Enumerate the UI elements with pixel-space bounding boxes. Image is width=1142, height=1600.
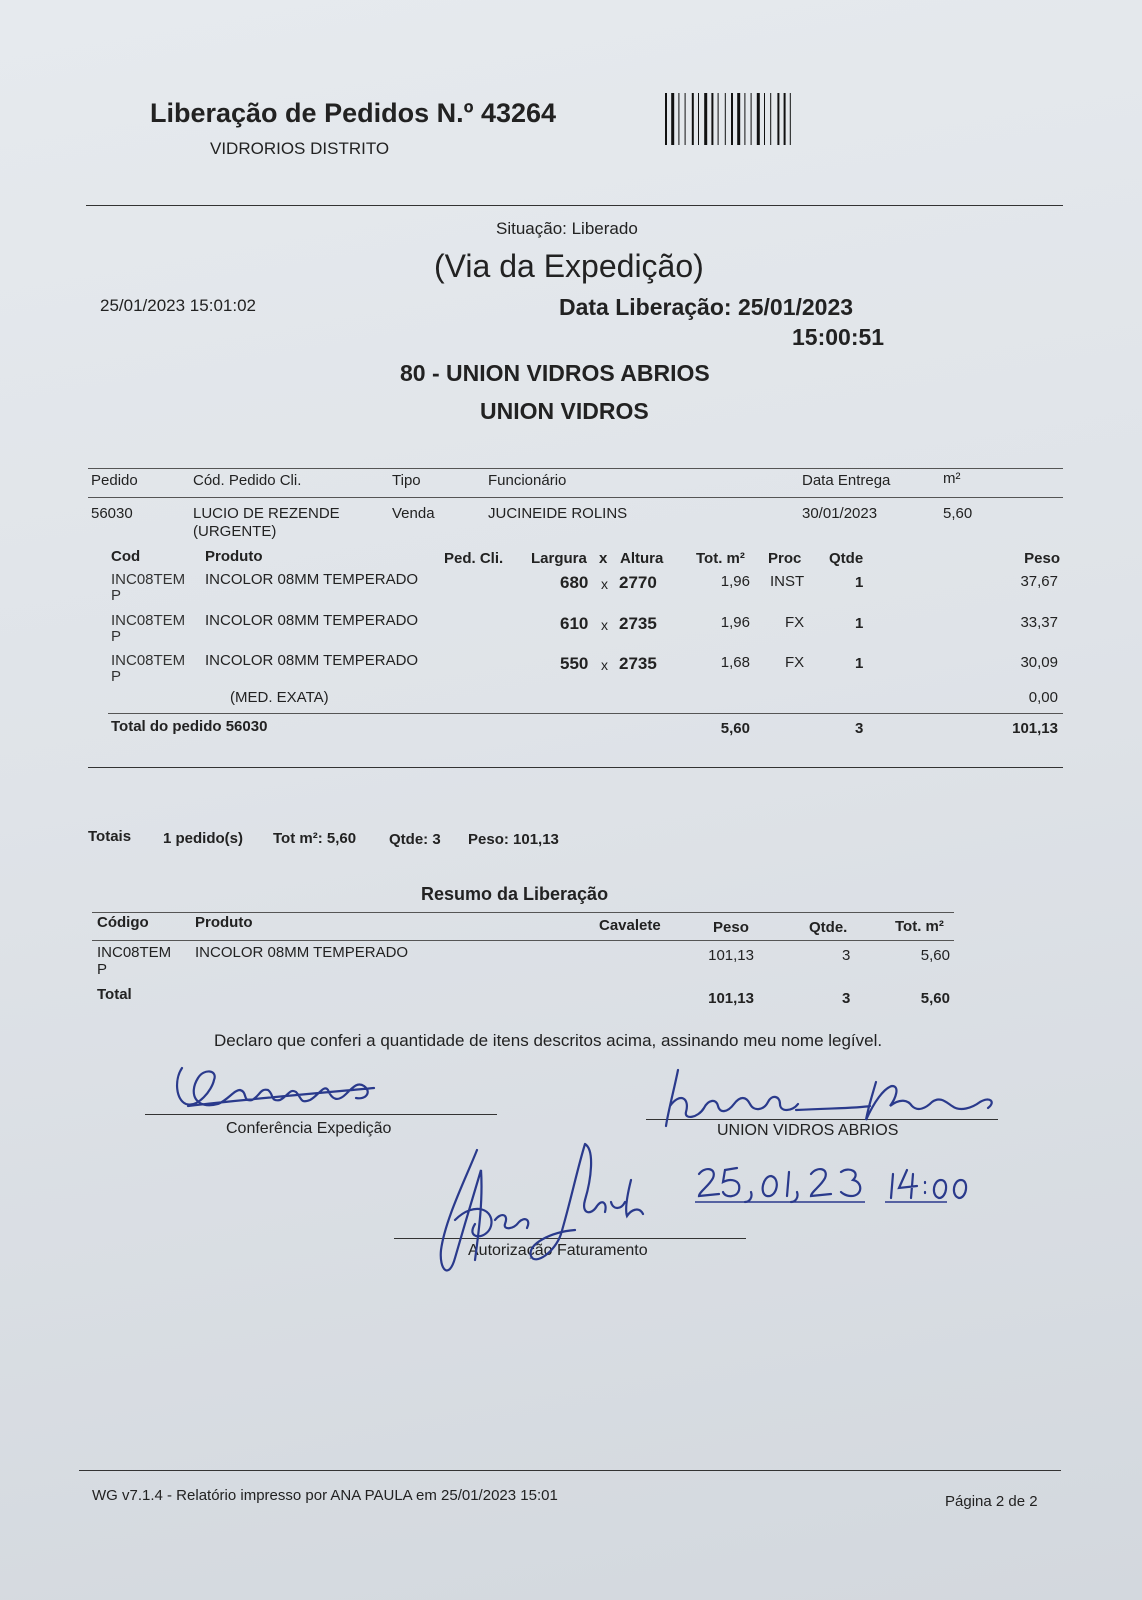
totais-qtde: Qtde: 3 <box>389 831 441 848</box>
footer-page-number: Página 2 de 2 <box>945 1493 1038 1510</box>
order-total-m2: 5,60 <box>720 720 750 737</box>
barcode-bar <box>731 93 733 145</box>
items-col-tot-m2: Tot. m² <box>696 550 745 567</box>
barcode-bar <box>698 93 699 145</box>
order-cod-cli-note: (URGENTE) <box>193 523 277 540</box>
signature-label-conferencia: Conferência Expedição <box>226 1120 392 1137</box>
item-qtde: 1 <box>855 615 864 632</box>
totais-label: Totais <box>88 828 132 845</box>
order-data-entrega: 30/01/2023 <box>802 505 878 522</box>
resumo-tot-m2: 5,60 <box>920 947 950 964</box>
resumo-qtde: 3 <box>842 947 851 964</box>
footer-divider <box>79 1470 1061 1471</box>
handwritten-date <box>693 1162 873 1204</box>
resumo-col-qtde: Qtde. <box>809 919 848 936</box>
col-pedido: Pedido <box>91 472 138 489</box>
item-altura: 2735 <box>619 654 657 673</box>
barcode <box>665 93 841 150</box>
resumo-col-peso: Peso <box>713 919 749 936</box>
order-total-label: Total do pedido 56030 <box>111 718 268 735</box>
barcode-bar <box>718 93 719 145</box>
header-divider <box>86 205 1063 206</box>
cliente-line2: UNION VIDROS <box>480 398 649 424</box>
item-cod-wrap: P <box>111 587 122 604</box>
order-section-divider <box>88 767 1063 768</box>
company-name: VIDRORIOS DISTRITO <box>210 139 390 158</box>
order-table-top-line <box>88 468 1063 469</box>
resumo-total-qtde: 3 <box>842 990 851 1007</box>
data-liberacao: Data Liberação: 25/01/2023 <box>559 294 854 320</box>
resumo-col-produto: Produto <box>195 914 253 931</box>
item-produto: INCOLOR 08MM TEMPERADO <box>205 612 419 629</box>
items-col-x: x <box>599 550 608 567</box>
resumo-total-label: Total <box>97 986 132 1003</box>
barcode-bar <box>770 93 771 145</box>
signature-label-autorizacao: Autorização Faturamento <box>468 1242 648 1259</box>
col-tipo: Tipo <box>392 472 421 489</box>
footer-report-info: WG v7.1.4 - Relatório impresso por ANA PAULA em 25/01/2023 15:01 <box>92 1487 558 1504</box>
handwritten-time <box>885 1164 975 1204</box>
resumo-produto: INCOLOR 08MM TEMPERADO <box>195 944 409 961</box>
item-qtde: 1 <box>855 574 864 591</box>
totais-peso: Peso: 101,13 <box>468 831 559 848</box>
items-col-qtde: Qtde <box>829 550 864 567</box>
med-exata-peso: 0,00 <box>1028 689 1058 706</box>
col-cod-pedido-cli: Cód. Pedido Cli. <box>193 472 302 489</box>
resumo-total-peso: 101,13 <box>708 990 754 1007</box>
item-largura: 550 <box>560 654 589 673</box>
cliente-line1: 80 - UNION VIDROS ABRIOS <box>400 360 710 386</box>
resumo-title: Resumo da Liberação <box>421 884 609 904</box>
resumo-col-codigo: Código <box>97 914 149 931</box>
resumo-peso: 101,13 <box>708 947 754 964</box>
data-liberacao-time: 15:00:51 <box>792 324 885 350</box>
signature-autorizacao <box>435 1140 665 1280</box>
signature-conferencia <box>168 1060 388 1120</box>
totais-m2: Tot m²: 5,60 <box>273 830 357 847</box>
item-altura: 2735 <box>619 614 657 633</box>
item-altura: 2770 <box>619 573 657 592</box>
barcode-bar <box>678 93 679 145</box>
items-col-produto: Produto <box>205 548 263 565</box>
barcode-bar <box>665 93 667 145</box>
situacao-text: Situação: Liberado <box>496 219 638 238</box>
order-pedido: 56030 <box>91 505 133 522</box>
barcode-image <box>665 93 841 145</box>
item-largura: 680 <box>560 573 589 592</box>
barcode-bar <box>757 93 760 145</box>
signature-cliente <box>660 1062 1010 1132</box>
item-cod: INC08TEM <box>111 571 186 588</box>
item-cod-wrap: P <box>111 668 122 685</box>
item-produto: INCOLOR 08MM TEMPERADO <box>205 652 419 669</box>
items-col-altura: Altura <box>620 550 664 567</box>
signature-label-cliente: UNION VIDROS ABRIOS <box>717 1122 899 1139</box>
resumo-header-line <box>92 940 954 941</box>
item-qtde: 1 <box>855 655 864 672</box>
resumo-top-line <box>92 912 954 913</box>
items-col-proc: Proc <box>768 550 802 567</box>
items-col-largura: Largura <box>531 550 587 567</box>
barcode-bar <box>737 93 740 145</box>
barcode-bar <box>784 93 786 145</box>
item-tot-m2: 1,96 <box>720 614 750 631</box>
barcode-bar <box>751 93 752 145</box>
item-cod: INC08TEM <box>111 612 186 629</box>
barcode-bar <box>711 93 713 145</box>
order-funcionario: JUCINEIDE ROLINS <box>488 505 628 522</box>
document-title: Liberação de Pedidos N.º 43264 <box>150 98 557 128</box>
barcode-bar <box>790 93 791 145</box>
col-m2: m² <box>943 470 961 487</box>
resumo-codigo: INC08TEM <box>97 944 172 961</box>
items-total-line <box>108 713 1063 714</box>
item-produto: INCOLOR 08MM TEMPERADO <box>205 571 419 588</box>
item-cod: INC08TEM <box>111 652 186 669</box>
resumo-col-tot-m2: Tot. m² <box>895 918 944 935</box>
item-tot-m2: 1,68 <box>720 654 750 671</box>
item-tot-m2: 1,96 <box>720 573 750 590</box>
barcode-bar <box>725 93 726 145</box>
item-proc: FX <box>785 614 805 631</box>
barcode-bar <box>685 93 686 145</box>
via-title: (Via da Expedição) <box>434 248 704 284</box>
barcode-bar <box>744 93 745 145</box>
print-datetime: 25/01/2023 15:01:02 <box>100 296 256 315</box>
item-cod-wrap: P <box>111 628 122 645</box>
resumo-total-m2: 5,60 <box>920 990 950 1007</box>
totais-pedidos: 1 pedido(s) <box>163 830 244 847</box>
order-total-qtde: 3 <box>855 720 864 737</box>
order-total-peso: 101,13 <box>1012 720 1058 737</box>
barcode-bar <box>777 93 779 145</box>
resumo-codigo-wrap: P <box>97 961 108 978</box>
item-x: x <box>601 617 608 633</box>
item-x: x <box>601 657 608 673</box>
resumo-col-cavalete: Cavalete <box>599 917 661 934</box>
items-col-peso: Peso <box>1024 550 1060 567</box>
items-col-ped-cli: Ped. Cli. <box>444 550 504 567</box>
items-col-cod: Cod <box>111 548 141 565</box>
order-tipo: Venda <box>392 505 435 522</box>
order-m2: 5,60 <box>943 505 973 522</box>
declaration-text: Declaro que conferi a quantidade de itens descritos acima, assinando meu nome legível. <box>214 1031 883 1050</box>
item-x: x <box>601 576 608 592</box>
barcode-bar <box>692 93 694 145</box>
item-peso: 33,37 <box>1020 614 1058 631</box>
item-peso: 37,67 <box>1020 573 1058 590</box>
col-funcionario: Funcionário <box>488 472 567 489</box>
col-data-entrega: Data Entrega <box>802 472 891 489</box>
barcode-bar <box>704 93 707 145</box>
order-cod-cli: LUCIO DE REZENDE <box>193 505 340 522</box>
item-largura: 610 <box>560 614 589 633</box>
order-table-header-line <box>88 497 1063 498</box>
item-proc: FX <box>785 654 805 671</box>
item-peso: 30,09 <box>1020 654 1058 671</box>
med-exata-note: (MED. EXATA) <box>230 689 329 706</box>
item-proc: INST <box>770 573 805 590</box>
barcode-bar <box>764 93 765 145</box>
barcode-bar <box>671 93 674 145</box>
